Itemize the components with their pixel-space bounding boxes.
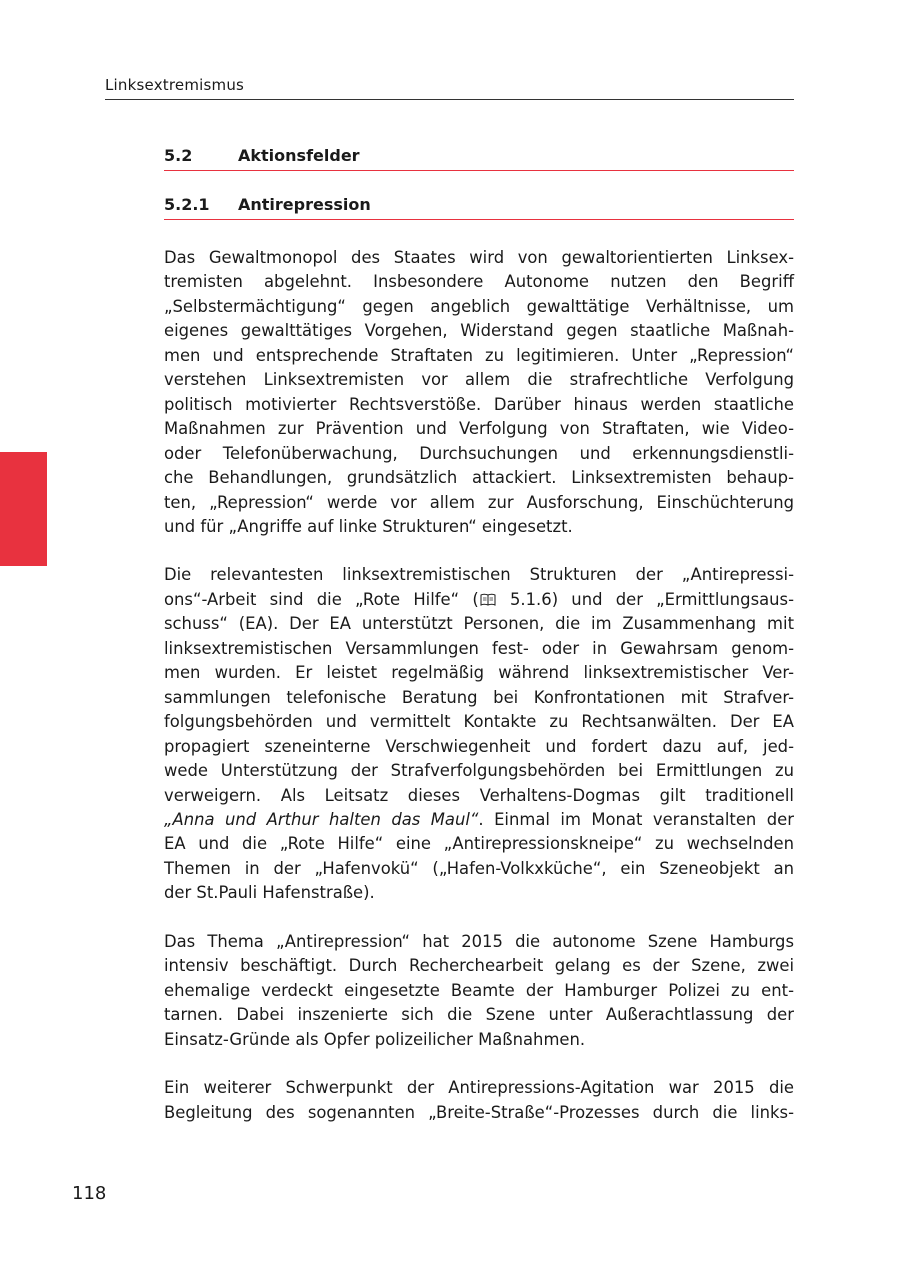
text-segment: . Einmal im Monat veranstalten der — [478, 809, 794, 829]
text-line: oder Telefonüberwachung, Durchsuchungen und erkennungsdienstli- — [164, 443, 794, 463]
text-line: tremisten abgelehnt. Insbesondere Autonome nutzen den Begriff — [164, 272, 794, 292]
text-line: verweigern. Als Leitsatz dieses Verhaltens-Dogmas gilt traditionell — [164, 785, 794, 805]
running-header — [105, 75, 794, 100]
section-heading — [164, 146, 794, 171]
text-line: Begleitung des sogenannten „Breite-Straße“-Prozesses durch die links- — [164, 1102, 794, 1122]
paragraph — [164, 930, 794, 1052]
text-line: ehemalige verdeckt eingesetzte Beamte der Hamburger Polizei zu ent- — [164, 980, 794, 1000]
text-line: wede Unterstützung der Strafverfolgungsbehörden bei Ermittlungen zu — [164, 761, 794, 781]
text-line — [164, 588, 794, 612]
text-line: intensiv beschäftigt. Durch Recherchearbeit gelang es der Szene, zwei — [164, 956, 794, 976]
text-line: und für „Angriffe auf linke Strukturen“ eingesetzt. — [164, 516, 573, 536]
subsection-title: Antirepression — [238, 195, 371, 214]
body-text — [164, 246, 794, 1149]
paragraph — [164, 246, 794, 539]
text-segment: ons“-Arbeit sind die „Rote Hilfe“ ( — [164, 589, 479, 609]
text-line: men und entsprechende Straftaten zu legitimieren. Unter „Repression“ — [164, 345, 794, 365]
text-line: men wurden. Er leistet regelmäßig während linksextremistischer Ver- — [164, 663, 794, 683]
text-line: EA und die „Rote Hilfe“ eine „Antirepressionskneipe“ zu wechselnden — [164, 834, 794, 854]
text-line: Das Thema „Antirepression“ hat 2015 die autonome Szene Hamburgs — [164, 931, 794, 951]
text-line: Ein weiterer Schwerpunkt der Antirepressions-Agitation war 2015 die — [164, 1078, 794, 1098]
text-line: Die relevantesten linksextremistischen Strukturen der „Antirepressi- — [164, 565, 794, 585]
cross-reference: 5.1.6) und der „Ermittlungsaus- — [509, 589, 794, 609]
running-title: Linksextremismus — [105, 76, 245, 94]
paragraph — [164, 563, 794, 905]
text-line — [164, 808, 794, 832]
book-icon — [480, 589, 496, 602]
text-line: eigenes gewalttätiges Vorgehen, Widerstand gegen staatliche Maßnah- — [164, 321, 794, 341]
text-line: Themen in der „Hafenvokü“ („Hafen-Volkxküche“, ein Szeneobjekt an — [164, 858, 794, 878]
section-title: Aktionsfelder — [238, 146, 360, 165]
quote-italic: „Anna und Arthur halten das Maul“ — [164, 809, 479, 829]
section-number: 5.2 — [164, 146, 193, 165]
text-line: linksextremistischen Versammlungen fest- oder in Gewahrsam genom- — [164, 638, 794, 658]
page-number: 118 — [72, 1183, 107, 1204]
text-line: Einsatz-Gründe als Opfer polizeilicher Maßnahmen. — [164, 1029, 586, 1049]
text-line: politisch motivierter Rechtsverstöße. Darüber hinaus werden staatliche — [164, 394, 794, 414]
paragraph — [164, 1076, 794, 1125]
text-line: schuss“ (EA). Der EA unterstützt Personen, die im Zusammenhang mit — [164, 614, 794, 634]
chapter-thumb-tab — [0, 452, 47, 566]
subsection-number: 5.2.1 — [164, 195, 210, 214]
text-line: che Behandlungen, grundsätzlich attackiert. Linksextremisten behaup- — [164, 468, 794, 488]
text-line: propagiert szeneinterne Verschwiegenheit und fordert dazu auf, jed- — [164, 736, 794, 756]
text-line: sammlungen telefonische Beratung bei Konfrontationen mit Strafver- — [164, 687, 794, 707]
text-line: Das Gewaltmonopol des Staates wird von gewaltorientierten Linksex- — [164, 248, 794, 267]
text-line: ten, „Repression“ werde vor allem zur Ausforschung, Einschüchterung — [164, 492, 794, 512]
text-line: Maßnahmen zur Prävention und Verfolgung von Straftaten, wie Video- — [164, 419, 794, 439]
text-line: der St.Pauli Hafenstraße). — [164, 883, 375, 903]
text-line: tarnen. Dabei inszenierte sich die Szene unter Außerachtlassung der — [164, 1005, 794, 1025]
subsection-heading — [164, 195, 794, 220]
text-line: „Selbstermächtigung“ gegen angeblich gewalttätige Verhältnisse, um — [164, 296, 794, 316]
text-line: folgungsbehörden und vermittelt Kontakte zu Rechtsanwälten. Der EA — [164, 712, 794, 732]
text-line: verstehen Linksextremisten vor allem die strafrechtliche Verfolgung — [164, 370, 794, 390]
